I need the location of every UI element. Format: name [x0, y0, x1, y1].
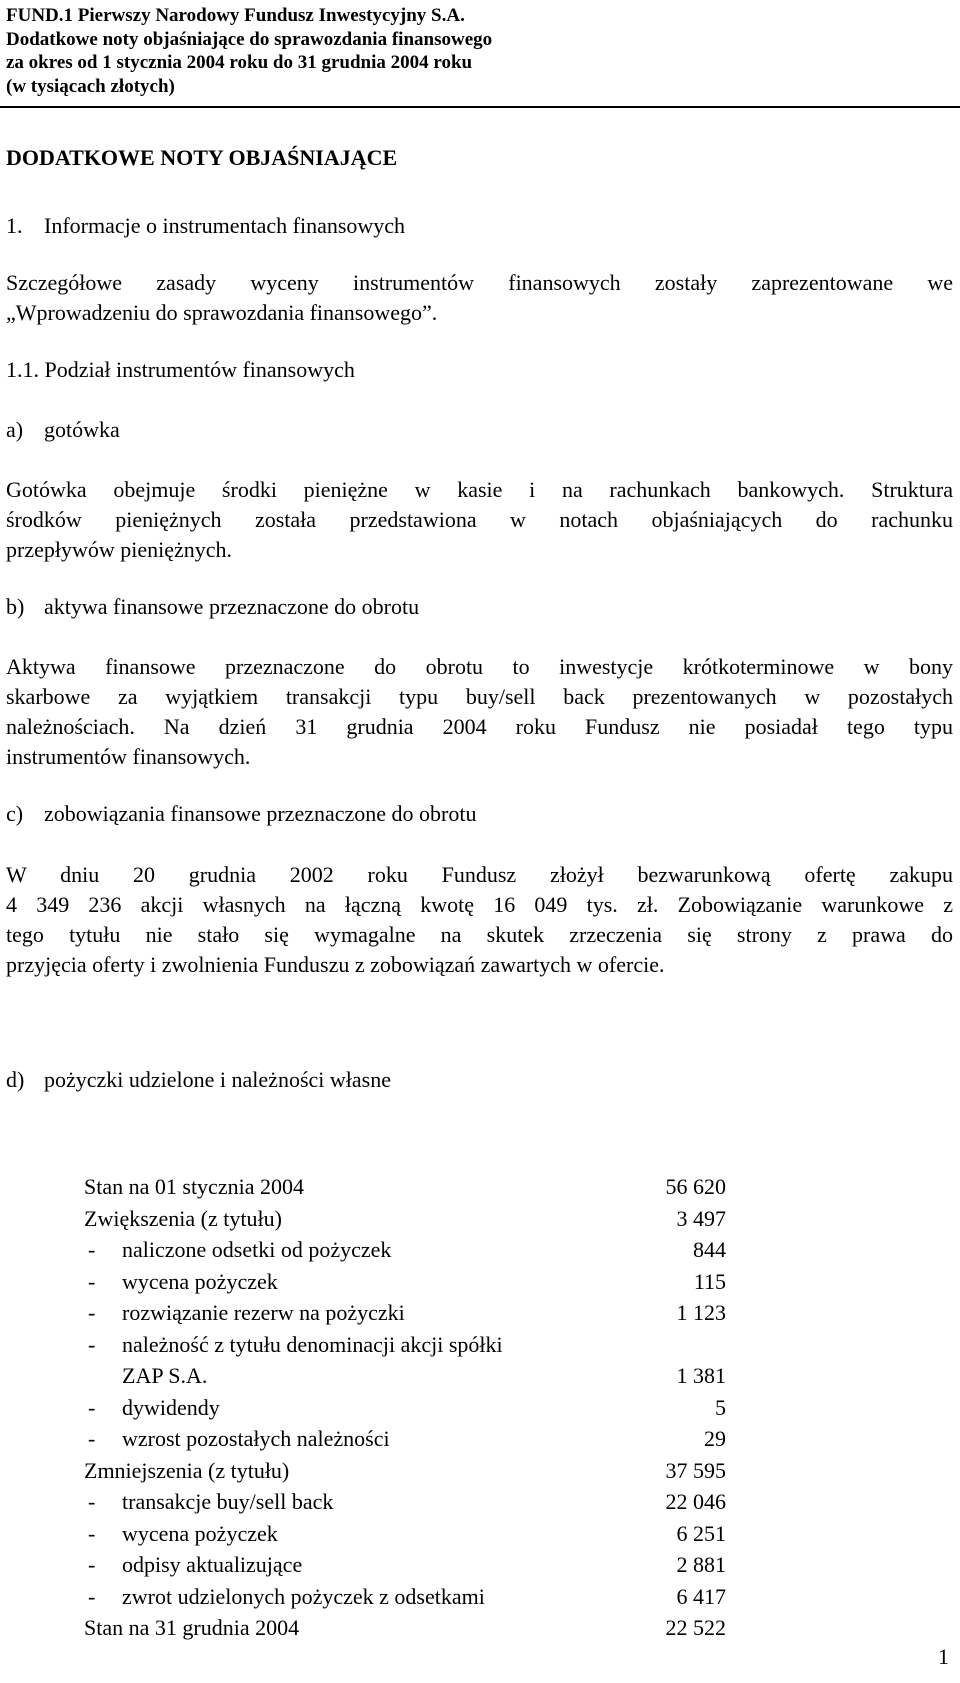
- table-row: [84, 1423, 726, 1455]
- table-row: [84, 1486, 726, 1518]
- item-a-title: gotówka: [44, 417, 120, 442]
- item-a-heading: [6, 416, 120, 444]
- item-b-label: b): [6, 594, 25, 619]
- paragraph-line: należnościach. Na dzień 31 grudnia 2004 roku Fundusz nie posiadał tego typu: [6, 714, 953, 739]
- row-value: 6 417: [676, 1583, 726, 1609]
- row-value: 5: [715, 1394, 726, 1420]
- row-dash: -: [88, 1237, 96, 1262]
- item-d-heading: [6, 1066, 391, 1094]
- heading-1: [6, 212, 405, 240]
- paragraph-line: skarbowe za wyjątkiem transakcji typu buy/sell back prezentowanych w pozostałych: [6, 684, 953, 709]
- row-dash: -: [88, 1552, 96, 1577]
- row-description: [84, 1581, 584, 1613]
- paragraph-line: środków pieniężnych została przedstawiona w notach objaśniających do rachunku: [6, 507, 953, 532]
- item-a-label: a): [6, 417, 24, 442]
- row-value: 115: [693, 1268, 726, 1294]
- table-row: [84, 1360, 726, 1392]
- row-description: [84, 1423, 584, 1455]
- intro-line: Szczegółowe zasady wyceny instrumentów finansowych zostały zaprezentowane we: [6, 270, 953, 295]
- intro-line: „Wprowadzeniu do sprawozdania finansowego”.: [6, 300, 438, 325]
- row-dash: -: [88, 1300, 96, 1325]
- table-row: [84, 1266, 726, 1298]
- row-description: [84, 1266, 584, 1298]
- row-value: 3 497: [676, 1205, 726, 1231]
- row-dash: -: [88, 1426, 96, 1451]
- item-c-label: c): [6, 801, 24, 826]
- item-c-heading: [6, 800, 476, 828]
- row-value: 22 522: [665, 1615, 726, 1640]
- item-d-title: pożyczki udzielone i należności własne: [44, 1067, 391, 1092]
- row-value: 56 620: [665, 1174, 726, 1199]
- row-subitem-text: zwrot udzielonych pożyczek z odsetkami: [122, 1583, 485, 1609]
- item-c-paragraph: [6, 860, 953, 980]
- row-description: Stan na 01 stycznia 2004: [84, 1174, 304, 1199]
- row-subitem-text: wycena pożyczek: [122, 1268, 278, 1294]
- paragraph-line: tego tytułu nie stało się wymagalne na skutek zrzeczenia się strony z prawa do: [6, 922, 953, 947]
- row-dash: -: [88, 1489, 96, 1514]
- row-description: [84, 1329, 584, 1361]
- row-subitem-text: wycena pożyczek: [122, 1520, 278, 1546]
- row-value: 1 123: [676, 1300, 726, 1325]
- row-subitem-text: rozwiązanie rezerw na pożyczki: [122, 1300, 405, 1325]
- table-row: [84, 1329, 726, 1361]
- row-value: 1 381: [676, 1363, 726, 1388]
- row-value: 844: [693, 1237, 726, 1262]
- table-row: [84, 1612, 726, 1644]
- heading-1-text: Informacje o instrumentach finansowych: [44, 213, 406, 238]
- row-subitem-text: odpisy aktualizujące: [122, 1552, 303, 1577]
- paragraph-line: 4 349 236 akcji własnych na łączną kwotę 16 049 tys. zł. Zobowiązanie warunkowe z: [6, 892, 953, 917]
- table-row: [84, 1171, 726, 1203]
- header-divider: [0, 106, 960, 108]
- paragraph-line: W dniu 20 grudnia 2002 roku Fundusz złożył bezwarunkową ofertę zakupu: [6, 862, 953, 887]
- row-description: [84, 1392, 584, 1424]
- row-value: 6 251: [676, 1520, 726, 1546]
- row-dash: -: [88, 1394, 96, 1420]
- fund-name: FUND.1 Pierwszy Narodowy Fundusz Inwestycyjny S.A.: [6, 5, 465, 26]
- table-row: [84, 1234, 726, 1266]
- reporting-period: za okres od 1 stycznia 2004 roku do 31 grudnia 2004 roku: [6, 52, 473, 73]
- intro-paragraph: [6, 268, 953, 328]
- item-b-paragraph: [6, 652, 953, 772]
- row-subitem-text: ZAP S.A.: [122, 1363, 208, 1388]
- row-subitem-text: transakcje buy/sell back: [122, 1489, 334, 1514]
- item-b-heading: [6, 593, 419, 621]
- row-value: 37 595: [665, 1457, 726, 1483]
- loans-movement-table: [84, 1171, 726, 1644]
- row-dash: -: [88, 1520, 96, 1546]
- row-value: [584, 1329, 726, 1361]
- item-d-label: d): [6, 1067, 25, 1092]
- row-description: Zmniejszenia (z tytułu): [84, 1457, 290, 1483]
- row-value: 2 881: [676, 1552, 726, 1577]
- document-title: Dodatkowe noty objaśniające do sprawozdania finansowego: [6, 28, 493, 50]
- item-a-paragraph: [6, 475, 953, 565]
- paragraph-line: instrumentów finansowych.: [6, 744, 251, 769]
- table-row: [84, 1203, 726, 1235]
- row-description: [84, 1234, 584, 1266]
- subheading-1-1: 1.1. Podział instrumentów finansowych: [6, 357, 355, 382]
- row-description: [84, 1486, 584, 1518]
- row-value: 22 046: [665, 1489, 726, 1514]
- row-description: [84, 1549, 584, 1581]
- row-description: [84, 1518, 584, 1550]
- row-value: 29: [704, 1426, 726, 1451]
- section-title: DODATKOWE NOTY OBJAŚNIAJĄCE: [6, 145, 398, 170]
- document-header: [6, 4, 956, 98]
- row-subitem-text: naliczone odsetki od pożyczek: [122, 1237, 392, 1262]
- table-row: [84, 1549, 726, 1581]
- paragraph-line: Aktywa finansowe przeznaczone do obrotu to inwestycje krótkoterminowe w bony: [6, 654, 953, 679]
- item-c-title: zobowiązania finansowe przeznaczone do obrotu: [44, 801, 477, 826]
- row-subitem-text: należność z tytułu denominacji akcji spółki: [122, 1331, 503, 1357]
- row-description: [84, 1297, 584, 1329]
- paragraph-line: przyjęcia oferty i zwolnienia Funduszu z zobowiązań zawartych w ofercie.: [6, 952, 665, 977]
- table-row: [84, 1518, 726, 1550]
- row-dash: -: [88, 1268, 96, 1294]
- table-row: [84, 1455, 726, 1487]
- row-description: [84, 1360, 584, 1392]
- heading-1-number: 1.: [6, 213, 23, 238]
- row-subitem-text: wzrost pozostałych należności: [122, 1426, 390, 1451]
- row-subitem-text: dywidendy: [122, 1394, 220, 1420]
- paragraph-line: przepływów pieniężnych.: [6, 537, 233, 562]
- item-b-title: aktywa finansowe przeznaczone do obrotu: [44, 594, 420, 619]
- row-description: Zwiększenia (z tytułu): [84, 1205, 282, 1231]
- table-row: [84, 1392, 726, 1424]
- row-dash: -: [88, 1583, 96, 1609]
- row-dash: -: [88, 1331, 96, 1357]
- row-description: Stan na 31 grudnia 2004: [84, 1615, 300, 1640]
- paragraph-line: Gotówka obejmuje środki pieniężne w kasie i na rachunkach bankowych. Struktura: [6, 477, 953, 502]
- table-row: [84, 1297, 726, 1329]
- page-number: 1: [938, 1644, 949, 1669]
- table-row: [84, 1581, 726, 1613]
- currency-unit: (w tysiącach złotych): [6, 75, 175, 97]
